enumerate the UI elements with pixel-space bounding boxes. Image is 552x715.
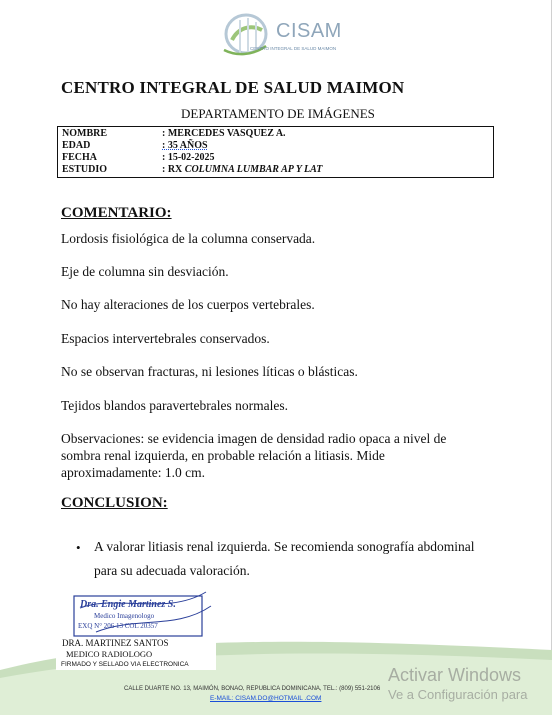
observations-paragraph: Observaciones: se evidencia imagen de densidad radio opaca a nivel de sombra renal izquierda, en probable relación a litiasis. Mide aproximadamente: 1.0 cm.	[61, 431, 447, 480]
study-label: ESTUDIO	[62, 164, 108, 175]
comment-heading: COMENTARIO:	[61, 205, 172, 221]
patient-info-box	[57, 126, 494, 178]
activation-watermark-text: Ve a Configuración para	[388, 687, 528, 702]
logo-brand: CISAM	[276, 20, 342, 42]
logo-emblem	[210, 10, 280, 60]
comment-line: No hay alteraciones de los cuerpos vertebrales.	[61, 297, 315, 312]
department-title: DEPARTAMENTO DE IMÁGENES	[181, 106, 375, 121]
conclusion-item: A valorar litiasis renal izquierda. Se recomienda sonografía abdominal para su adecuada valoración.	[94, 539, 475, 578]
date-label: FECHA	[62, 152, 97, 163]
name-label: NOMBRE	[62, 128, 107, 139]
date-value: : 15-02-2025	[162, 152, 215, 163]
conclusion-heading: CONCLUSION:	[61, 495, 168, 511]
age-label: EDAD	[62, 140, 91, 151]
comment-line: No se observan fracturas, ni lesiones líticas o blásticas.	[61, 364, 358, 379]
comment-line: Tejidos blandos paravertebrales normales.	[61, 398, 288, 413]
stamp-title: Medico Imagenologo	[94, 612, 155, 620]
bullet-icon: •	[76, 540, 81, 555]
comment-line: Lordosis fisiológica de la columna conservada.	[61, 231, 316, 246]
study-name: COLUMNA LUMBAR AP Y LAT	[184, 164, 323, 175]
organization-title: CENTRO INTEGRAL DE SALUD MAIMON	[61, 78, 405, 97]
activation-watermark-title: Activar Windows	[388, 665, 522, 685]
name-value: : MERCEDES VASQUEZ A.	[162, 128, 286, 139]
footer-address: CALLE DUARTE NO. 13, MAIMÓN, BONAO, REPUBLICA DOMINICANA, TEL.: (809) 551-2106	[124, 686, 381, 692]
footer-email[interactable]: E-MAIL: CISAM.DO@HOTMAIL .COM	[210, 695, 322, 702]
signed-note: FIRMADO Y SELLADO VIA ELECTRONICA	[61, 661, 189, 668]
study-value	[162, 164, 322, 176]
footer-email-line	[210, 695, 321, 702]
stamp-name: Dra. Engie Martinez S.	[80, 599, 176, 610]
comment-line: Eje de columna sin desviación.	[61, 264, 229, 279]
cisam-logo	[210, 10, 340, 60]
doctor-name: DRA. MARTINEZ SANTOS	[62, 638, 169, 648]
age-value: : 35 AÑOS	[162, 140, 208, 151]
logo-subtitle: CENTRO INTEGRAL DE SALUD MAIMON	[250, 46, 337, 51]
doctor-role: MEDICO RADIOLOGO	[66, 649, 153, 659]
doctor-stamp	[56, 586, 216, 670]
comment-line: Espacios intervertebrales conservados.	[61, 331, 270, 346]
stamp-registration: EXQ N° 206 13 COL 20357	[78, 622, 158, 630]
study-prefix: : RX	[162, 164, 183, 175]
